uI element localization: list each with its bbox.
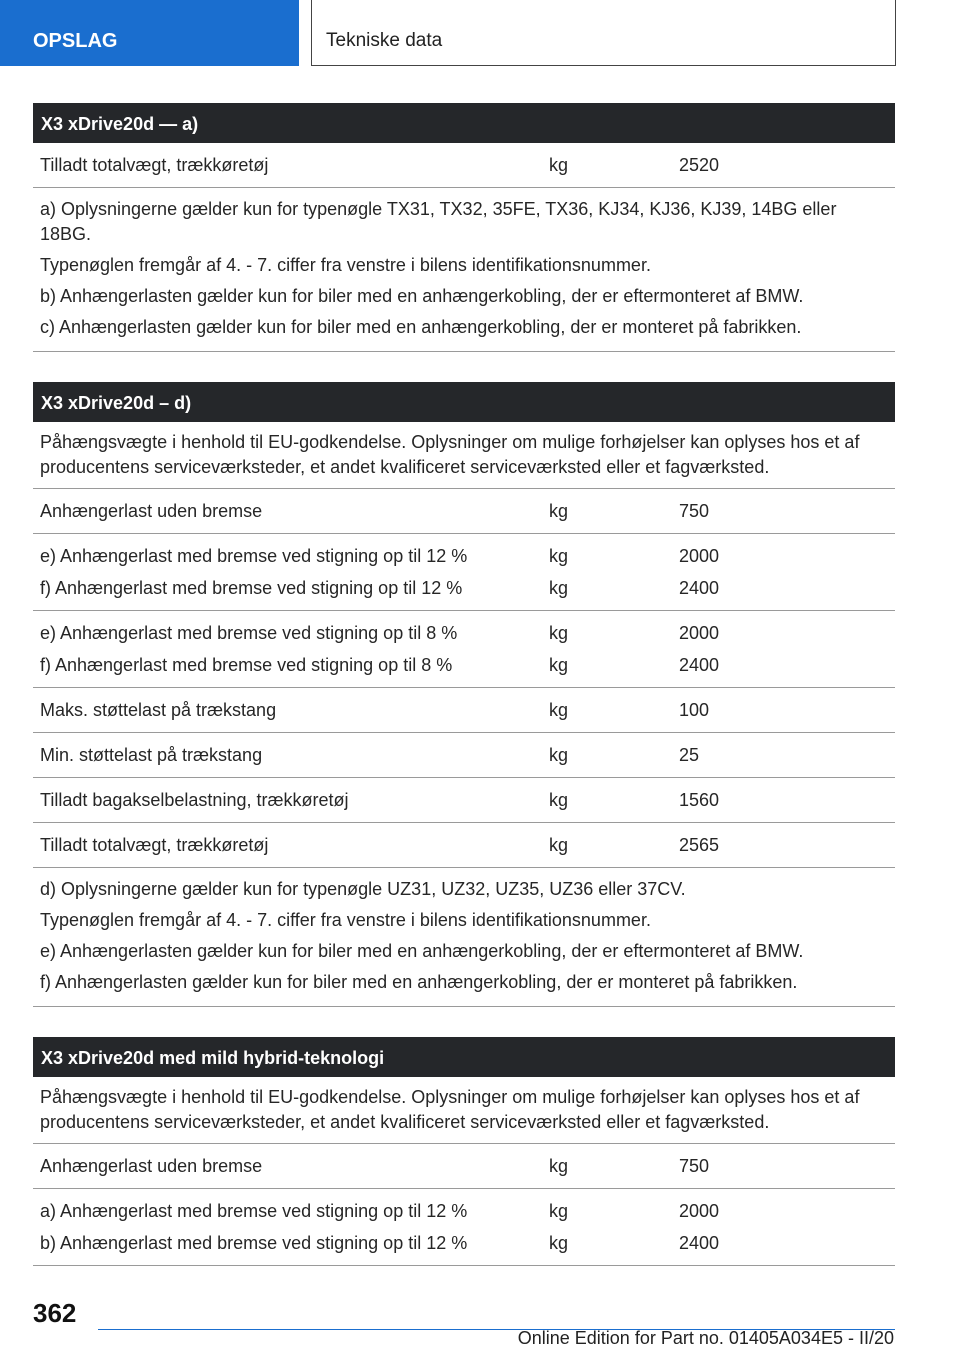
table-row [33,611,895,688]
spec-value: 2565 [679,835,720,855]
spec-label: Anhængerlast uden bremse [40,501,263,521]
spec-label: Maks. støttelast på trækstang [40,700,277,720]
spec-line [33,1150,895,1182]
footnotes [33,868,895,1007]
spec-value: 2000 [679,546,720,566]
spec-section [33,382,895,1007]
spec-label: f) Anhængerlast med bremse ved stigning op til 12 % [40,578,463,598]
table-row [33,778,895,823]
footnote: Typenøglen fremgår af 4. - 7. ciffer fra venstre i bilens identifikationsnummer. [40,255,651,275]
content-area [33,103,895,1296]
spec-line [33,739,895,771]
spec-value: 2400 [679,1233,720,1253]
spec-label: Min. støttelast på trækstang [40,745,263,765]
footnote: f) Anhængerlasten gælder kun for biler med en anhængerkobling, der er monteret på fabrikken. [40,972,798,992]
spec-label: Tilladt totalvægt, trækkøretøj [40,835,269,855]
tab-opslag[interactable]: OPSLAG [0,0,299,66]
spec-section [33,1037,895,1266]
footnote: Typenøglen fremgår af 4. - 7. ciffer fra venstre i bilens identifikationsnummer. [40,910,651,930]
footnote: b) Anhængerlasten gælder kun for biler med en anhængerkobling, der er eftermonteret af BMW. [40,286,804,306]
spec-section [33,103,895,352]
section-heading: X3 xDrive20d – d) [33,382,895,422]
spec-label: Tilladt totalvægt, trækkøretøj [40,155,269,175]
spec-line [33,149,895,181]
spec-value: 100 [679,700,710,720]
intro-row [33,1077,895,1144]
footnotes [33,188,895,352]
spec-unit: kg [549,578,569,598]
intro-row [33,422,895,489]
spec-unit: kg [549,700,569,720]
spec-line [33,572,895,604]
spec-value: 2000 [679,1201,720,1221]
footnote: e) Anhængerlasten gælder kun for biler med en anhængerkobling, der er eftermonteret af BMW. [40,941,804,961]
spec-label: e) Anhængerlast med bremse ved stigning op til 12 % [40,546,468,566]
section-heading: X3 xDrive20d med mild hybrid-teknologi [33,1037,895,1077]
table-row [33,823,895,868]
spec-unit: kg [549,1156,569,1176]
spec-value: 1560 [679,790,720,810]
spec-unit: kg [549,790,569,810]
spec-unit: kg [549,1233,569,1253]
spec-value: 750 [679,501,710,521]
spec-line [33,829,895,861]
footnote: d) Oplysningerne gælder kun for typenøgle UZ31, UZ32, UZ35, UZ36 eller 37CV. [40,879,686,899]
spec-line [33,1195,895,1227]
table-row [33,733,895,778]
spec-label: a) Anhængerlast med bremse ved stigning op til 12 % [40,1201,468,1221]
chapter-title: Tekniske data [311,0,896,66]
spec-line [33,694,895,726]
spec-unit: kg [549,745,569,765]
spec-label: Tilladt bagakselbelastning, trækkøretøj [40,790,349,810]
footnote: a) Oplysningerne gælder kun for typenøgle TX31, TX32, 35FE, TX36, KJ34, KJ36, KJ39, 14BG eller 18BG. [40,199,837,244]
top-bar [0,0,960,66]
edition-link[interactable]: Online Edition for Part no. 01405A034E5 - II/20 [517,1328,894,1348]
spec-unit: kg [549,623,569,643]
spec-label: b) Anhængerlast med bremse ved stigning op til 12 % [40,1233,468,1253]
spec-unit: kg [549,835,569,855]
spec-value: 2000 [679,623,720,643]
footnote: c) Anhængerlasten gælder kun for biler med en anhængerkobling, der er monteret på fabrikken. [40,317,802,337]
table-row [33,143,895,188]
spec-line [33,649,895,681]
spec-value: 2400 [679,655,720,675]
spec-unit: kg [549,501,569,521]
spec-unit: kg [549,1201,569,1221]
section-heading: X3 xDrive20d — a) [33,103,895,143]
spec-unit: kg [549,655,569,675]
page-number: 362 [33,1298,77,1328]
table-row [33,1189,895,1266]
spec-line [33,495,895,527]
spec-label: f) Anhængerlast med bremse ved stigning op til 8 % [40,655,453,675]
spec-value: 2520 [679,155,720,175]
table-row [33,688,895,733]
page-footer [0,1290,960,1362]
section-intro: Påhængsvægte i henhold til EU-godkendelse. Oplysninger om mulige forhøjelser kan oplyses hos et af producentens serviceværksteder, et andet kvalificeret serviceværksted eller et fagværksted. [40,1087,860,1132]
section-intro: Påhængsvægte i henhold til EU-godkendelse. Oplysninger om mulige forhøjelser kan oplyses hos et af producentens serviceværksteder, et andet kvalificeret serviceværksted eller et fagværksted. [40,432,860,477]
spec-line [33,617,895,649]
spec-value: 25 [679,745,700,765]
spec-label: e) Anhængerlast med bremse ved stigning op til 8 % [40,623,458,643]
spec-unit: kg [549,155,569,175]
spec-value: 2400 [679,578,720,598]
spec-line [33,784,895,816]
spec-line [33,1227,895,1259]
spec-line [33,540,895,572]
spec-value: 750 [679,1156,710,1176]
spec-label: Anhængerlast uden bremse [40,1156,263,1176]
table-row [33,489,895,534]
table-row [33,534,895,611]
table-row [33,1144,895,1189]
spec-unit: kg [549,546,569,566]
